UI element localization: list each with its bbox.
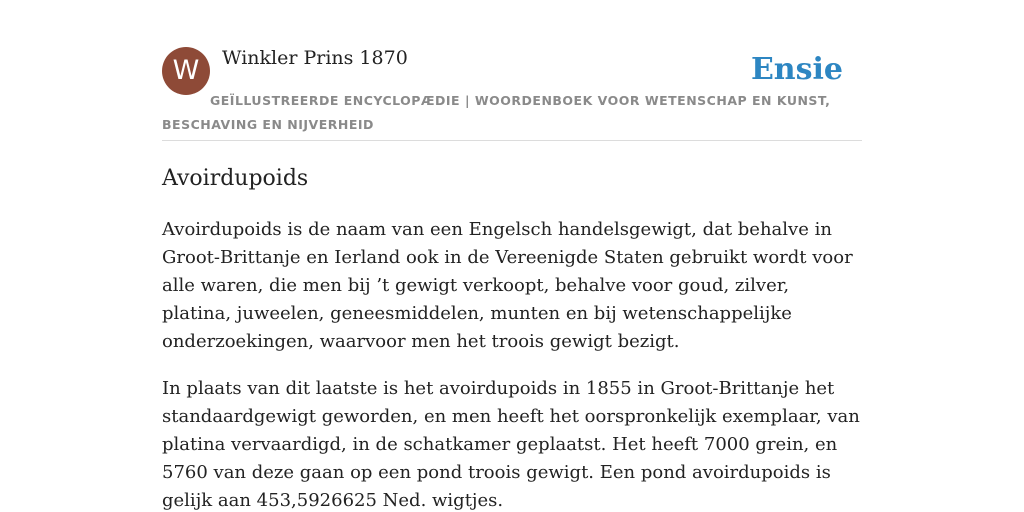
source-avatar[interactable]: W [162,47,210,95]
ensie-logo-link[interactable]: Ensie [750,52,843,87]
source-header [162,46,862,141]
article-body [162,216,862,512]
source-title-link[interactable]: Winkler Prins 1870 [222,47,408,69]
article-paragraph: Avoirdupoids is de naam van een Engelsch handelsgewigt, dat behalve in Groot-Brittanje en Ierland ook in de Vereenigde Staten gebruikt wordt voor alle waren, die men bij ’t gewigt verkoopt, behalve voor goud, zilver, platina, juweelen, geneesmiddelen, munten en bij wetenschappelijke onderzoekingen, waarvoor men het troois gewigt bezigt. [162,219,853,352]
source-subtitle: GEÏLLUSTREERDE ENCYCLOPÆDIE | WOORDENBOEK VOOR WETENSCHAP EN KUNST, BESCHAVING EN NIJVERHEID [162,93,831,132]
article-title: Avoirdupoids [162,166,309,191]
article-paragraph: In plaats van dit laatste is het avoirdupoids in 1855 in Groot-Brittanje het standaardgewigt geworden, en men heeft het oorspronkelijk exemplaar, van platina vervaardigd, in de schatkamer geplaatst. Het heeft 7000 grein, en 5760 van deze gaan op een pond troois gewigt. Een pond avoirdupoids is gelijk aan 453,5926625 Ned. wigtjes. [162,378,860,511]
